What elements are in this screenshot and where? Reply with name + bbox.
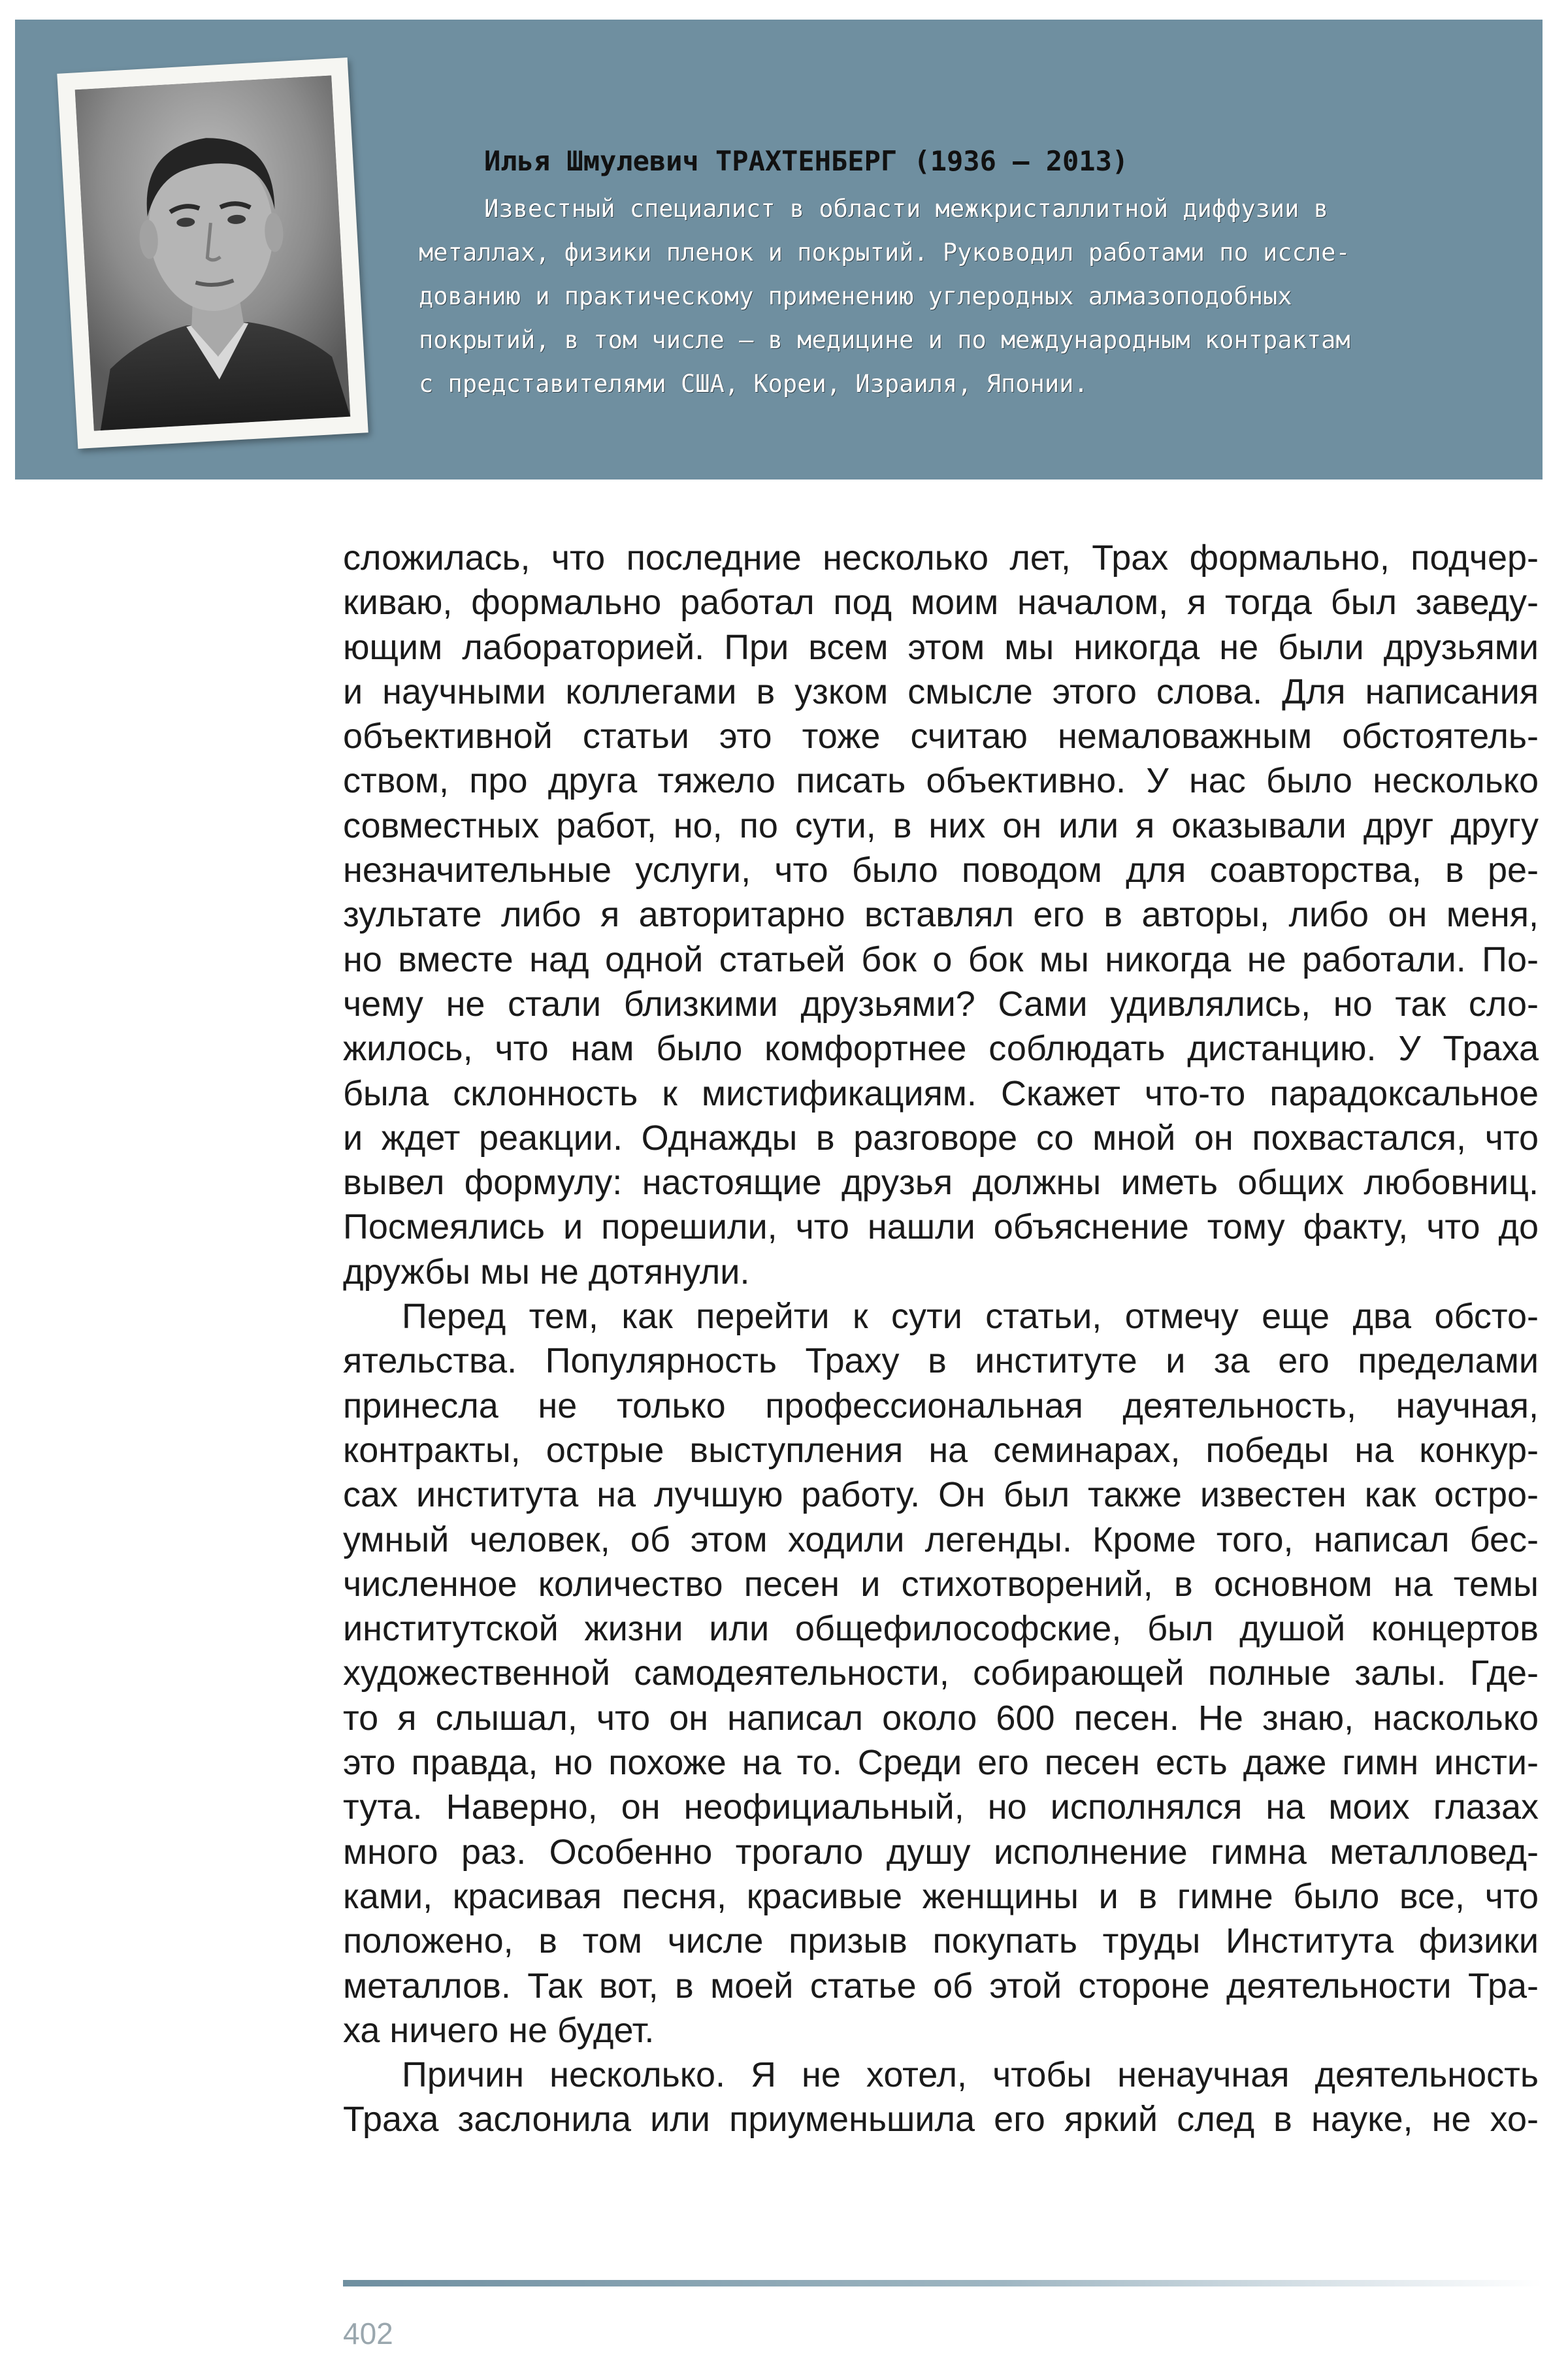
- body-line: совместных работ, но, по сути, в них он или я оказывали друг другу: [343, 805, 1539, 845]
- body-line: контракты, острые выступления на семинарах, победы на конкур-: [343, 1430, 1539, 1470]
- bio-line: Известный специалист в области межкристаллитной диффузии в: [484, 195, 1329, 223]
- body-line: это правда, но похоже на то. Среди его песен есть даже гимн инсти-: [343, 1743, 1539, 1783]
- body-line: ством, про друга тяжело писать объективно. У нас было несколько: [343, 761, 1539, 801]
- body-line: принесла не только профессиональная деятельность, научная,: [343, 1386, 1539, 1425]
- bio-description: [419, 187, 1451, 406]
- body-line: положено, в том числе призыв покупать труды Института физики: [343, 1921, 1539, 1961]
- page-number: 402: [343, 2317, 393, 2351]
- bio-line: дованию и практическому применению углеродных алмазоподобных: [419, 282, 1292, 310]
- bio-person-name: Илья Шмулевич ТРАХТЕНБЕРГ (1936 – 2013): [484, 145, 1129, 177]
- body-line: Траха заслонила или приуменьшила его яркий след в науке, не хо-: [343, 2100, 1539, 2139]
- body-line: и научными коллегами в узком смысле этого слова. Для написания: [343, 672, 1539, 711]
- portrait-illustration: [75, 75, 351, 431]
- body-line: сах института на лучшую работу. Он был также известен как остро-: [343, 1475, 1539, 1515]
- body-line: металлов. Так вот, в моей статье об этой стороне деятельности Тра-: [343, 1966, 1539, 2006]
- body-line: институтской жизни или общефилософские, был душой концертов: [343, 1609, 1539, 1649]
- body-line: много раз. Особенно трогало душу исполнение гимна металловед-: [343, 1832, 1539, 1872]
- portrait-photo-frame: [57, 57, 368, 449]
- body-line: художественной самодеятельности, собирающей полные залы. Где-: [343, 1653, 1539, 1693]
- article-body: [343, 536, 1539, 2142]
- biography-banner: [15, 20, 1543, 480]
- body-line: Перед тем, как перейти к сути статьи, отмечу еще два обсто-: [402, 1297, 1539, 1337]
- body-line: чему не стали близкими друзьями? Сами удивлялись, но так сло-: [343, 984, 1539, 1024]
- body-line: дружбы мы не дотянули.: [343, 1252, 750, 1292]
- body-line: ха ничего не будет.: [343, 2010, 655, 2050]
- body-line: то я слышал, что он написал около 600 песен. Не знаю, насколько: [343, 1698, 1539, 1738]
- bio-line: металлах, физики пленок и покрытий. Руководил работами по иссле-: [419, 238, 1350, 267]
- body-line: жилось, что нам было комфортнее соблюдать дистанцию. У Траха: [343, 1029, 1539, 1069]
- body-line: киваю, формально работал под моим началом, я тогда был заведу-: [343, 583, 1539, 623]
- body-line: тута. Наверно, он неофициальный, но исполнялся на моих глазах: [343, 1787, 1539, 1827]
- body-line: зультате либо я авторитарно вставлял его в авторы, либо он меня,: [343, 895, 1539, 935]
- body-line: объективной статьи это тоже считаю немаловажным обстоятель-: [343, 717, 1539, 757]
- bio-line: покрытий, в том числе – в медицине и по международным контрактам: [419, 326, 1350, 354]
- body-line: вывел формулу: настоящие друзья должны иметь общих любовниц.: [343, 1163, 1539, 1203]
- footer-rule: [343, 2280, 1542, 2286]
- body-line: и ждет реакции. Однажды в разговоре со мной он похвастался, что: [343, 1118, 1539, 1158]
- body-line: ятельства. Популярность Траху в институте и за его пределами: [343, 1341, 1539, 1381]
- portrait-photo: [75, 75, 351, 431]
- body-line: была склонность к мистификациям. Скажет что-то парадоксальное: [343, 1073, 1539, 1113]
- bio-line: с представителями США, Кореи, Израиля, Японии.: [419, 370, 1088, 398]
- body-line: ками, красивая песня, красивые женщины и в гимне было все, что: [343, 1876, 1539, 1916]
- body-line: ющим лабораторией. При всем этом мы никогда не были друзьями: [343, 627, 1539, 667]
- body-line: но вместе над одной статьей бок о бок мы никогда не работали. По-: [343, 939, 1539, 979]
- body-line: Причин несколько. Я не хотел, чтобы ненаучная деятельность: [402, 2055, 1539, 2095]
- body-line: Посмеялись и порешили, что нашли объяснение тому факту, что до: [343, 1207, 1539, 1247]
- body-line: численное количество песен и стихотворений, в основном на темы: [343, 1564, 1539, 1604]
- body-line: незначительные услуги, что было поводом для соавторства, в ре-: [343, 851, 1539, 890]
- body-line: сложилась, что последние несколько лет, Трах формально, подчер-: [343, 538, 1539, 578]
- body-line: умный человек, об этом ходили легенды. Кроме того, написал бес-: [343, 1520, 1539, 1559]
